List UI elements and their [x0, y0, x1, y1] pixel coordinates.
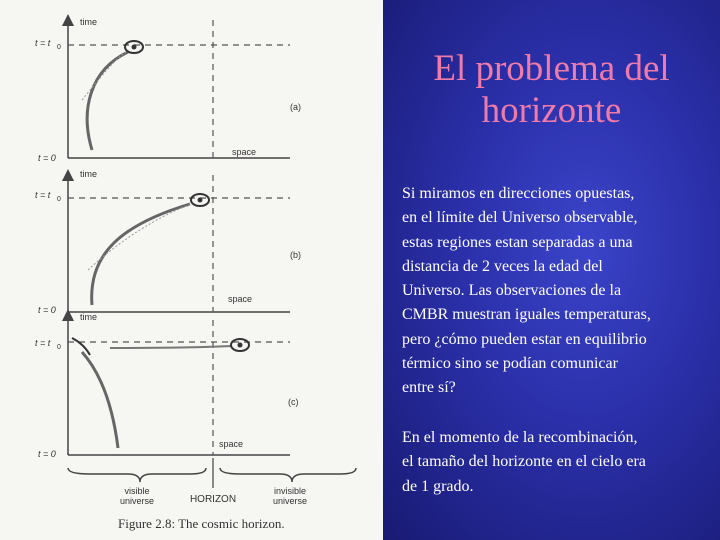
- light-path-left: [82, 352, 118, 448]
- figure-caption: Figure 2.8: The cosmic horizon.: [118, 516, 285, 531]
- time-label: time: [80, 312, 98, 322]
- space-label: space: [232, 147, 257, 157]
- t0-subscript: 0: [57, 196, 61, 203]
- invisible-universe-brace: [220, 468, 356, 482]
- t0-label: t = t: [35, 338, 51, 348]
- t0-label: t = t: [35, 190, 51, 200]
- origin-label: t = 0: [38, 305, 56, 315]
- light-path-dotted: [82, 52, 126, 100]
- slide-panel: [383, 0, 720, 540]
- slide-title-line: horizonte: [481, 90, 622, 131]
- left-galaxy-icon: [72, 338, 90, 355]
- horizon-label: HORIZON: [189, 494, 237, 505]
- visible-universe-brace: [68, 468, 206, 482]
- time-label: time: [80, 169, 98, 179]
- time-label: time: [80, 17, 98, 27]
- invisible-universe-label: invisible universe: [272, 486, 308, 506]
- panel-label: (a): [290, 102, 301, 112]
- light-path-dotted: [88, 204, 192, 270]
- space-label: space: [228, 294, 253, 304]
- space-label: space: [219, 439, 244, 449]
- origin-label: t = 0: [38, 449, 56, 459]
- panel-label: (b): [290, 250, 301, 260]
- panel-c: [35, 312, 299, 459]
- galaxy-core-icon: [238, 343, 243, 348]
- light-path: [87, 52, 128, 150]
- origin-label: t = 0: [38, 153, 56, 163]
- panel-label: (c): [288, 397, 299, 407]
- visible-universe-label: visible universe: [119, 486, 155, 506]
- slide-title-line: El problema del: [433, 48, 670, 89]
- galaxy-core-icon: [198, 198, 203, 203]
- body-paragraph: Si miramos en direcciones opuestas, en el límite del Universo observable, estas regiones estan separadas a una distancia de 2 veces la edad del Universo. Las observaciones de la CMBR muestran iguales temperaturas, pero ¿cómo pueden estar en equilibrio térmico sino se podían comunicar entre sí?: [402, 185, 651, 397]
- t0-subscript: 0: [57, 344, 61, 351]
- horizon-braces: [68, 458, 356, 506]
- light-path-right: [110, 346, 232, 348]
- galaxy-core-icon: [132, 45, 137, 50]
- slide-title: [383, 48, 720, 132]
- panel-b: [35, 169, 301, 315]
- body-paragraph: En el momento de la recombinación, el tamaño del horizonte en el cielo era de 1 grado.: [402, 429, 646, 495]
- panel-a: [35, 17, 301, 163]
- t0-subscript: 0: [57, 44, 61, 51]
- t0-label: t = t: [35, 38, 51, 48]
